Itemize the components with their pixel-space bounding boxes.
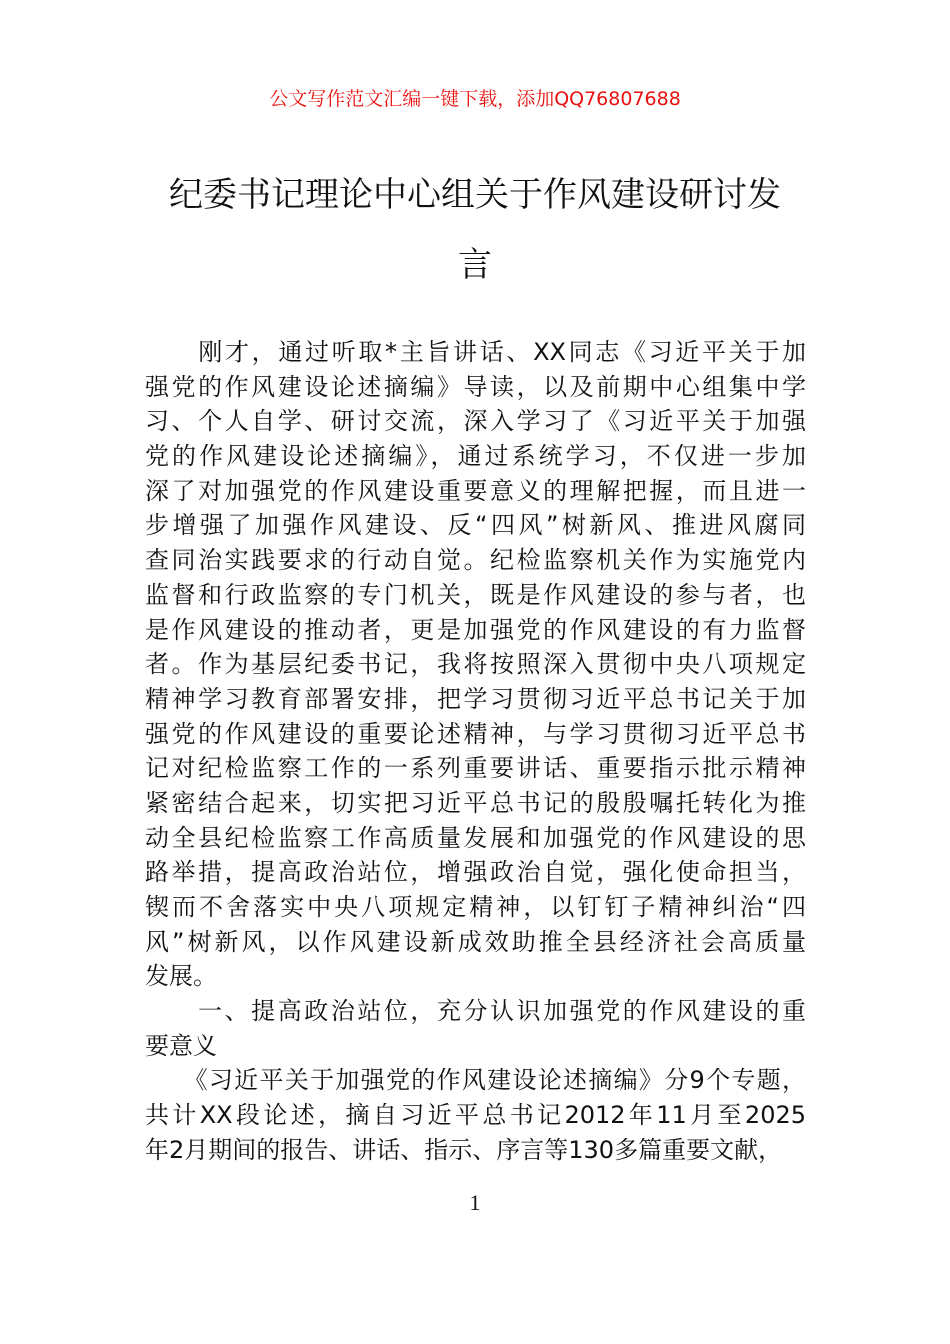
paragraph-line: 监督和行政监察的专门机关，既是作风建设的参与者，也	[145, 580, 806, 609]
paragraph-line: 习、个人自学、研讨交流，深入学习了《习近平关于加强	[145, 407, 806, 436]
document-title	[150, 160, 800, 300]
title-line: 纪委书记理论中心组关于作风建设研讨发	[169, 175, 781, 215]
paragraph-line: 路举措，提高政治站位，增强政治自觉，强化使命担当，	[145, 858, 806, 887]
paragraph-line: 强党的作风建设论述摘编》导读，以及前期中心组集中学	[145, 372, 806, 401]
paragraph-line: 记对纪检监察工作的一系列重要讲话、重要指示批示精神	[145, 754, 806, 783]
paragraph-line: 查同治实践要求的行动自觉。纪检监察机关作为实施党内	[145, 546, 806, 575]
paragraph-line: 者。作为基层纪委书记，我将按照深入贯彻中央八项规定	[145, 650, 806, 679]
download-banner: 公文写作范文汇编一键下载，添加QQ76807688	[269, 88, 681, 110]
paragraph-line: 动全县纪检监察工作高质量发展和加强党的作风建设的思	[145, 823, 806, 852]
paragraph-line: 年2月期间的报告、讲话、指示、序言等130多篇重要文献，	[145, 1135, 783, 1164]
paragraph-line: 步增强了加强作风建设、反“四风”树新风、推进风腐同	[145, 511, 806, 540]
paragraph-line: 深了对加强党的作风建设重要意义的理解把握，而且进一	[145, 476, 806, 505]
paragraph-line: 强党的作风建设的重要论述精神，与学习贯彻习近平总书	[145, 719, 806, 748]
title-line: 言	[458, 245, 492, 285]
paragraph-line: 精神学习教育部署安排，把学习贯彻习近平总书记关于加	[145, 684, 806, 713]
paragraph-line: 风”树新风，以作风建设新成效助推全县经济社会高质量	[145, 927, 806, 956]
document-body	[145, 335, 806, 1168]
paragraph-line: 刚才，通过听取*主旨讲话、XX同志《习近平关于加	[145, 338, 806, 366]
paragraph-line: 锲而不舍落实中央八项规定精神，以钉钉子精神纠治“四	[145, 893, 806, 921]
paragraph-line: 发展。	[145, 962, 217, 991]
paragraph-line: 紧密结合起来，切实把习近平总书记的殷殷嘱托转化为推	[145, 788, 806, 817]
section-heading-line: 一、提高政治站位，充分认识加强党的作风建设的重	[145, 997, 806, 1026]
paragraph-line: 《习近平关于加强党的作风建设论述摘编》分9个专题，	[145, 1066, 806, 1095]
paragraph-line: 党的作风建设论述摘编》，通过系统学习，不仅进一步加	[145, 442, 806, 471]
section-heading-line: 要意义	[145, 1031, 217, 1060]
paragraph-line: 共计XX段论述，摘自习近平总书记2012年11月至2025	[145, 1101, 806, 1130]
paragraph-line: 是作风建设的推动者，更是加强党的作风建设的有力监督	[145, 615, 806, 644]
page-number: 1	[469, 1190, 481, 1215]
